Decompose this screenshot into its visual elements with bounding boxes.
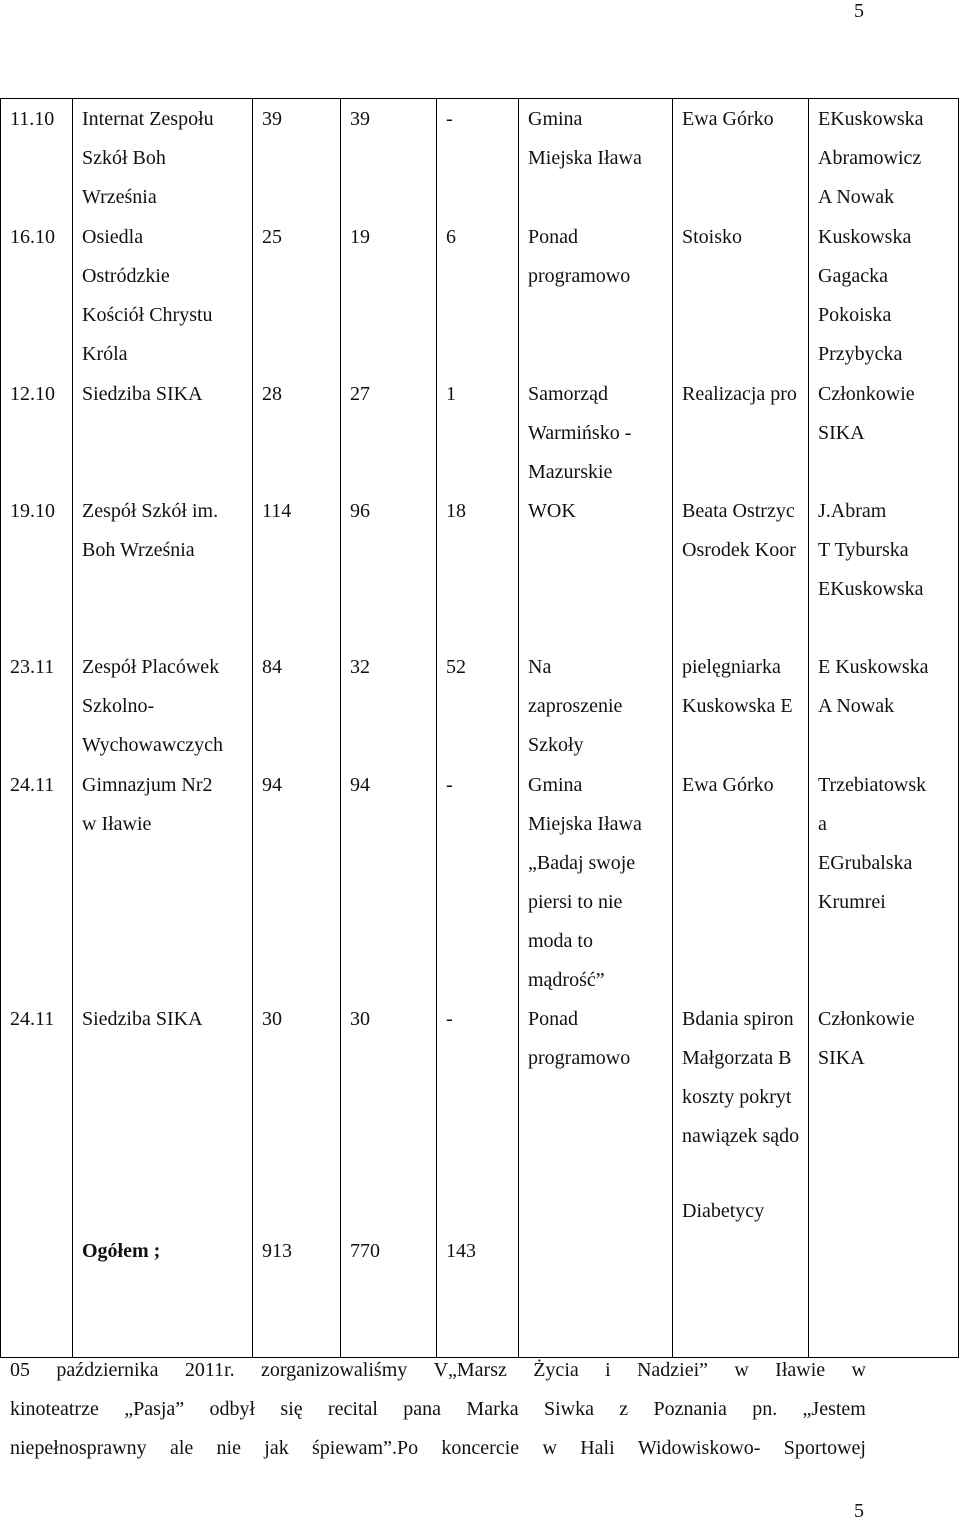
cell-detail: Ewa Górko bbox=[682, 108, 774, 130]
cell-org: programowo bbox=[528, 1047, 631, 1069]
cell-org: Miejska Iława bbox=[528, 813, 642, 835]
cell-date: 16.10 bbox=[10, 226, 55, 248]
cell-org: Samorząd bbox=[528, 383, 608, 405]
cell-date: 11.10 bbox=[10, 108, 55, 130]
cell-persons: Abramowicz bbox=[818, 147, 922, 169]
cell-org: mądrość” bbox=[528, 969, 605, 991]
cell-b: 52 bbox=[446, 656, 466, 678]
paragraph-word: w bbox=[542, 1437, 557, 1459]
cell-place: Zespół Placówek bbox=[82, 656, 220, 678]
cell-place: Osiedla bbox=[82, 226, 144, 248]
table-col-line bbox=[0, 98, 1, 1358]
cell-total: 39 bbox=[262, 108, 282, 130]
cell-org: piersi to nie bbox=[528, 891, 623, 913]
paragraph-word: i bbox=[605, 1359, 611, 1381]
summary-total: 913 bbox=[262, 1240, 292, 1262]
paragraph-word: „Pasja” bbox=[124, 1398, 185, 1420]
cell-total: 30 bbox=[262, 1008, 282, 1030]
cell-detail: koszty pokryt bbox=[682, 1086, 792, 1108]
page-number-top: 5 bbox=[854, 0, 864, 22]
cell-org: zaproszenie bbox=[528, 695, 623, 717]
table-col-line bbox=[340, 98, 341, 1358]
paragraph-word: się bbox=[280, 1398, 303, 1420]
cell-persons: SIKA bbox=[818, 1047, 865, 1069]
cell-org: Ponad bbox=[528, 226, 578, 248]
cell-detail: Bdania spiron bbox=[682, 1008, 794, 1030]
cell-place: Króla bbox=[82, 343, 128, 365]
paragraph-word: kinoteatrze bbox=[10, 1398, 99, 1420]
paragraph-word: 2011r. bbox=[184, 1359, 235, 1381]
cell-org: Na bbox=[528, 656, 552, 678]
paragraph-line bbox=[10, 1390, 866, 1429]
cell-place: Internat Zespołu bbox=[82, 108, 214, 130]
cell-b: - bbox=[446, 1008, 453, 1030]
paragraph-word: ale bbox=[169, 1437, 194, 1459]
cell-detail: nawiązek sądo bbox=[682, 1125, 800, 1147]
cell-a: 19 bbox=[350, 226, 370, 248]
table-col-line bbox=[436, 98, 437, 1358]
paragraph-word: w bbox=[734, 1359, 749, 1381]
summary-a: 770 bbox=[350, 1240, 380, 1262]
table-col-line bbox=[808, 98, 809, 1358]
paragraph-word: Widowiskowo- bbox=[637, 1437, 761, 1459]
paragraph-word: recital bbox=[327, 1398, 378, 1420]
cell-date: 12.10 bbox=[10, 383, 55, 405]
summary-label: Ogółem ; bbox=[82, 1240, 161, 1262]
table-col-line bbox=[72, 98, 73, 1358]
cell-detail: pielęgniarka bbox=[682, 656, 781, 678]
paragraph-word: w bbox=[851, 1359, 866, 1381]
paragraph-word: Sportowej bbox=[783, 1437, 866, 1459]
cell-place: Szkół Boh bbox=[82, 147, 166, 169]
cell-persons: Pokoiska bbox=[818, 304, 892, 326]
cell-org: Szkoły bbox=[528, 734, 584, 756]
cell-org: Ponad bbox=[528, 1008, 578, 1030]
cell-a: 94 bbox=[350, 774, 370, 796]
cell-total: 28 bbox=[262, 383, 282, 405]
cell-persons: J.Abram bbox=[818, 500, 887, 522]
paragraph-word: pana bbox=[403, 1398, 442, 1420]
cell-b: 6 bbox=[446, 226, 456, 248]
cell-persons: a bbox=[818, 813, 827, 835]
cell-persons: E Kuskowska bbox=[818, 656, 929, 678]
paragraph-word: „Jestem bbox=[802, 1398, 866, 1420]
cell-place: Siedziba SIKA bbox=[82, 383, 203, 405]
cell-org: Miejska Iława bbox=[528, 147, 642, 169]
cell-persons: SIKA bbox=[818, 422, 865, 444]
cell-total: 84 bbox=[262, 656, 282, 678]
cell-org: Gmina bbox=[528, 774, 583, 796]
paragraph-word: V„Marsz bbox=[433, 1359, 507, 1381]
cell-persons: EGrubalska bbox=[818, 852, 913, 874]
cell-persons: Przybycka bbox=[818, 343, 903, 365]
cell-place: Wychowawczych bbox=[82, 734, 223, 756]
cell-total: 25 bbox=[262, 226, 282, 248]
cell-persons: A Nowak bbox=[818, 186, 895, 208]
cell-date: 19.10 bbox=[10, 500, 55, 522]
cell-org: „Badaj swoje bbox=[528, 852, 636, 874]
paragraph-word: Hali bbox=[580, 1437, 615, 1459]
table-col-line bbox=[252, 98, 253, 1358]
cell-b: - bbox=[446, 774, 453, 796]
paragraph-word: nie bbox=[216, 1437, 241, 1459]
cell-org: moda to bbox=[528, 930, 593, 952]
cell-org: Mazurskie bbox=[528, 461, 613, 483]
paragraph-word: Marka bbox=[466, 1398, 519, 1420]
cell-date: 24.11 bbox=[10, 774, 55, 796]
cell-persons: EKuskowska bbox=[818, 108, 924, 130]
paragraph-word: odbył bbox=[209, 1398, 256, 1420]
cell-detail: Realizacja pro bbox=[682, 383, 797, 405]
cell-detail-extra: Diabetycy bbox=[682, 1200, 765, 1222]
cell-persons: EKuskowska bbox=[818, 578, 924, 600]
paragraph-word: 05 bbox=[10, 1359, 30, 1381]
cell-a: 32 bbox=[350, 656, 370, 678]
paragraph-word: koncercie bbox=[441, 1437, 520, 1459]
cell-place: w Iławie bbox=[82, 813, 152, 835]
cell-org: Gmina bbox=[528, 108, 583, 130]
paragraph-word: Życia bbox=[533, 1359, 579, 1381]
cell-a: 27 bbox=[350, 383, 370, 405]
cell-date: 23.11 bbox=[10, 656, 55, 678]
cell-persons: T Tyburska bbox=[818, 539, 909, 561]
cell-detail: Ewa Górko bbox=[682, 774, 774, 796]
cell-persons: Członkowie bbox=[818, 1008, 915, 1030]
cell-place: Kościół Chrystu bbox=[82, 304, 213, 326]
cell-b: - bbox=[446, 108, 453, 130]
cell-a: 30 bbox=[350, 1008, 370, 1030]
cell-date: 24.11 bbox=[10, 1008, 55, 1030]
paragraph-word: zorganizowaliśmy bbox=[260, 1359, 408, 1381]
events-table bbox=[0, 98, 960, 1358]
cell-detail: Stoisko bbox=[682, 226, 743, 248]
paragraph-word: Siwka bbox=[543, 1398, 594, 1420]
cell-detail: Kuskowska E bbox=[682, 695, 793, 717]
cell-place: Szkolno- bbox=[82, 695, 155, 717]
cell-a: 39 bbox=[350, 108, 370, 130]
cell-a: 96 bbox=[350, 500, 370, 522]
paragraph-word: października bbox=[56, 1359, 159, 1381]
table-col-line bbox=[518, 98, 519, 1358]
paragraph-line bbox=[10, 1429, 866, 1468]
cell-place: Września bbox=[82, 186, 157, 208]
paragraph-word: Iławie bbox=[775, 1359, 826, 1381]
summary-b: 143 bbox=[446, 1240, 476, 1262]
table-col-line bbox=[672, 98, 673, 1358]
cell-org: WOK bbox=[528, 500, 576, 522]
cell-place: Siedziba SIKA bbox=[82, 1008, 203, 1030]
paragraph-word: pn. bbox=[752, 1398, 778, 1420]
cell-detail: Osrodek Koor bbox=[682, 539, 796, 561]
paragraph-word: jak bbox=[264, 1437, 289, 1459]
cell-detail: Beata Ostrzyc bbox=[682, 500, 795, 522]
cell-place: Zespół Szkół im. bbox=[82, 500, 219, 522]
paragraph-word: z bbox=[619, 1398, 629, 1420]
cell-persons: A Nowak bbox=[818, 695, 895, 717]
cell-persons: Trzebiatowsk bbox=[818, 774, 927, 796]
cell-persons: Członkowie bbox=[818, 383, 915, 405]
cell-total: 114 bbox=[262, 500, 292, 522]
table-top-line bbox=[0, 98, 959, 99]
cell-org: programowo bbox=[528, 265, 631, 287]
cell-org: Warmińsko - bbox=[528, 422, 632, 444]
paragraph-line bbox=[10, 1351, 866, 1390]
cell-b: 1 bbox=[446, 383, 456, 405]
cell-detail: Małgorzata B bbox=[682, 1047, 792, 1069]
cell-place: Gimnazjum Nr2 bbox=[82, 774, 213, 796]
table-col-line bbox=[958, 98, 959, 1358]
paragraph-word: śpiewam”.Po bbox=[312, 1437, 419, 1459]
cell-persons: Krumrei bbox=[818, 891, 886, 913]
paragraph-word: Poznania bbox=[653, 1398, 727, 1420]
cell-persons: Gagacka bbox=[818, 265, 888, 287]
cell-b: 18 bbox=[446, 500, 466, 522]
page-number-bottom: 5 bbox=[854, 1500, 864, 1522]
cell-place: Ostródzkie bbox=[82, 265, 170, 287]
cell-place: Boh Września bbox=[82, 539, 195, 561]
cell-persons: Kuskowska bbox=[818, 226, 912, 248]
cell-total: 94 bbox=[262, 774, 282, 796]
paragraph-word: niepełnosprawny bbox=[10, 1437, 147, 1459]
paragraph-word: Nadziei” bbox=[636, 1359, 709, 1381]
